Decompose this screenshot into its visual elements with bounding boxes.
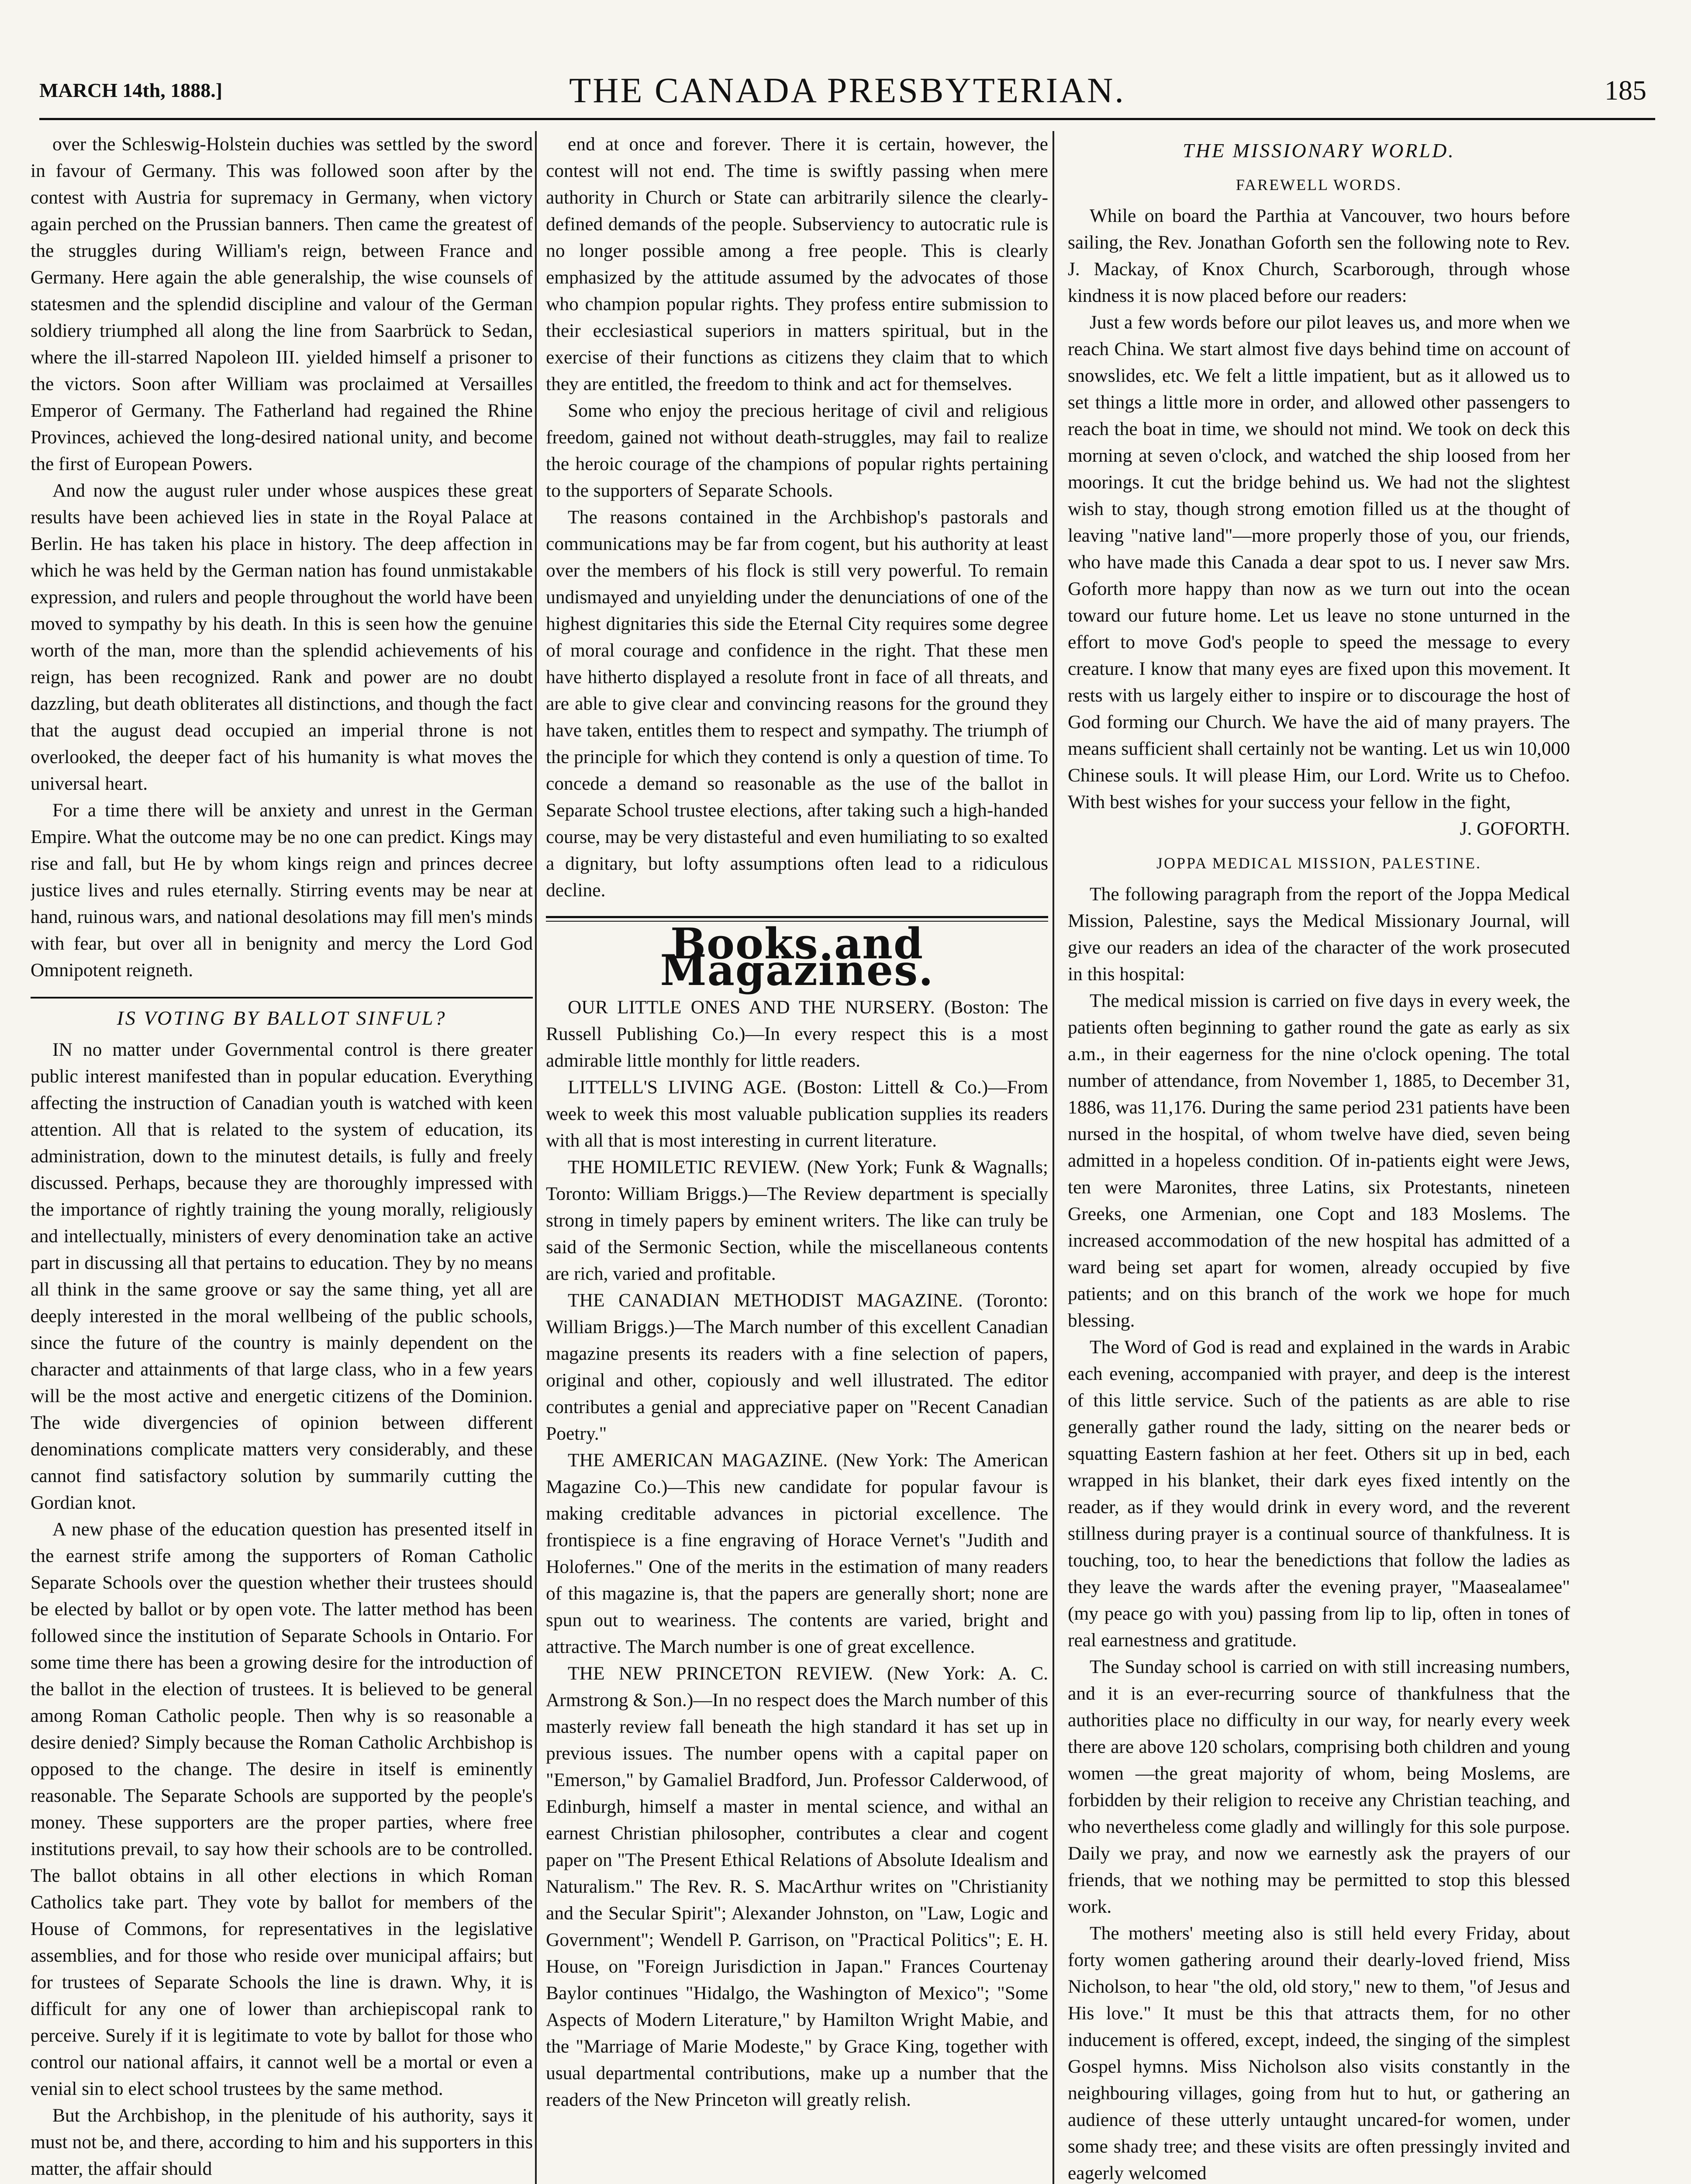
article-heading-ballot: IS VOTING BY BALLOT SINFUL? bbox=[117, 1007, 447, 1029]
article-paragraph: While on board the Parthia at Vancouver, two hours before sailing, the Rev. Jonathan Goforth sen the following note to Rev. J. Mackay, of Knox Church, Scarborough, through whose kindness it is now placed before our readers: bbox=[1068, 205, 1570, 306]
article-paragraph: Some who enjoy the precious heritage of civil and religious freedom, gained not without death-struggles, may fail to realize the heroic courage of the champions of popular rights pertaining to the supporters of Separate Schools. bbox=[546, 400, 1048, 501]
article-paragraph: And now the august ruler under whose auspices these great results have been achieved lies in state in the Royal Palace at Berlin. He has taken his place in history. The deep affection in which he was held by the German nation has found unmistakable expression, and rulers and people throughout the world have been moved to sympathy by his death. In this is seen how the genuine worth of the man, more than the splendid achievements of his reign, has been recognized. Rank and power are no doubt dazzling, but death obliterates all distinctions, and though the fact that the august dead occupied an imperial throne is not overlooked, the deeper fact of his humanity is what moves the universal heart. bbox=[31, 480, 533, 794]
column-middle bbox=[546, 131, 1048, 2184]
section-heading-missionary: THE MISSIONARY WORLD. bbox=[1183, 139, 1455, 162]
review-paragraph: LITTELL'S LIVING AGE. (Boston: Littell & Co.)—From week to week this most valuable publication supplies its readers with all that is most interesting in current literature. bbox=[546, 1077, 1048, 1151]
article-paragraph: But the Archbishop, in the plenitude of his authority, says it must not be, and there, according to him and his supporters in this matter, the affair should bbox=[31, 2105, 533, 2179]
column-divider bbox=[535, 131, 537, 2184]
section-divider bbox=[31, 997, 533, 999]
review-paragraph: THE HOMILETIC REVIEW. (New York; Funk & Wagnalls; Toronto: William Briggs.)—The Review department is specially strong in timely papers by eminent writers. The like can truly be said of the Sermonic Section, while the miscellaneous contents are rich, varied and profitable. bbox=[546, 1157, 1048, 1284]
letter-signature: J. GOFORTH. bbox=[1460, 818, 1570, 839]
issue-date: MARCH 14th, 1888.] bbox=[39, 79, 223, 101]
article-paragraph: over the Schleswig-Holstein duchies was settled by the sword in favour of Germany. This was followed soon after by the contest with Austria for supremacy in Germany, when victory again perched on the Prussian banners. Then came the greatest of the struggles during William's reign, between France and Germany. Here again the able generalship, the wise counsels of statesmen and the splendid discipline and valour of the German soldiery triumphed all along the line from Saarbrück to Sedan, where the ill-starred Napoleon III. yielded himself a prisoner to the victors. Soon after William was proclaimed at Versailles Emperor of Germany. The Fatherland had regained the Rhine Provinces, achieved the long-desired national unity, and become the first of European Powers. bbox=[31, 134, 533, 474]
page-number: 185 bbox=[1605, 75, 1646, 106]
article-paragraph: The Sunday school is carried on with still increasing numbers, and it is an ever-recurring source of thankfulness that the authorities place no difficulty in our way, for nearly every week there are above 120 scholars, comprising both children and young women —the great majority of whom, being Moslems, are forbidden by their religion to receive any Christian teaching, and who nevertheless come gladly and willingly for this sole purpose. Daily we pray, and now we earnestly ask the prayers of our friends, that we nothing may be permitted to stop this blessed work. bbox=[1068, 1656, 1570, 1917]
article-paragraph: end at once and forever. There it is certain, however, the contest will not end. The time is swiftly passing when mere authority in Church or State can arbitrarily silence the clearly-defined demands of the people. Subserviency to autocratic rule is no longer possible among a free people. This is clearly emphasized by the attitude assumed by the advocates of those who champion popular rights. They profess entire submission to their ecclesiastical superiors in matters spiritual, but in the exercise of their functions as citizens they claim that to which they are entitled, the freedom to think and act for themselves. bbox=[546, 134, 1048, 394]
article-paragraph: The reasons contained in the Archbishop's pastorals and communications may be far from cogent, but his authority at least over the members of his flock is still very powerful. To remain undismayed and unyielding under the denunciations of one of the highest dignitaries this side the Eternal City requires some degree of moral courage and confidence in the right. That these men have hitherto displayed a resolute front in face of all threats, and are able to give clear and convincing reasons for the ground they have taken, entitles them to respect and sympathy. The triumph of the principle for which they contend is only a question of time. To concede a demand so reasonable as the use of the ballot in Separate School trustee elections, after taking such a high-handed course, may be very distasteful and even humiliating to so exalted a dignitary, but lofty assumptions often lead to a ridiculous decline. bbox=[546, 507, 1048, 901]
article-paragraph: For a time there will be anxiety and unrest in the German Empire. What the outcome may be no one can predict. Kings may rise and fall, but He by whom kings reign and princes decree justice lives and rules eternally. Stirring events may be near at hand, ruinous wars, and national desolations may fill men's minds with fear, but over all in benignity and mercy the Lord God Omnipotent reigneth. bbox=[31, 800, 533, 981]
column-right bbox=[1068, 131, 1570, 2184]
review-paragraph: THE AMERICAN MAGAZINE. (New York: The American Magazine Co.)—This new candidate for popular favour is making creditable advances in pictorial excellence. The frontispiece is a fine engraving of Horace Vernet's "Judith and Holofernes." One of the merits in the estimation of many readers of this magazine is, that the papers are generally short; none are spun out to weariness. The contents are varied, bright and attractive. The March number is one of great excellence. bbox=[546, 1450, 1048, 1657]
article-paragraph: The following paragraph from the report of the Joppa Medical Mission, Palestine, says the Medical Missionary Journal, will give our readers an idea of the character of the work prosecuted in this hospital: bbox=[1068, 884, 1570, 985]
article-paragraph: IN no matter under Governmental control is there greater public interest manifested than in popular education. Everything affecting the instruction of Canadian youth is watched with keen attention. All that is related to the system of education, its administration, down to the minutest details, is fully and freely discussed. Perhaps, because they are thoroughly impressed with the importance of rightly training the young morally, religiously and intellectually, ministers of every denomination take an active part in discussing all that pertains to education. They by no means all think in the same groove or say the same thing, yet all are deeply interested in the moral wellbeing of the public schools, since the future of the country is mainly dependent on the character and attainments of that large class, who in a few years will be the most active and energetic citizens of the Dominion. The wide divergencies of opinion between different denominations complicate matters very considerably, and these cannot find satisfactory solution by summarily cutting the Gordian knot. bbox=[31, 1039, 533, 1513]
letter-paragraph: Just a few words before our pilot leaves us, and more when we reach China. We start almost five days behind time on account of snowslides, etc. We felt a little impatient, but as it allowed us to set things a little more in order, and allowed other passengers to reach the boat in time, we should not mind. We took on deck this morning at seven o'clock, and watched the ship loosed from her moorings. It cut the bridge behind us. We had not the slightest wish to stay, though strong emotion filled us at the thought of leaving "native land"—more properly those of you, our friends, who have made this Canada a dear spot to us. I never saw Mrs. Goforth more happy than now as we turn out into the ocean toward our future home. Let us leave no stone unturned in the effort to move God's people to speed the message to every creature. I know that many eyes are fixed upon this movement. It rests with us largely either to inspire or to discourage the host of God forming our Church. We have the aid of many prayers. The means sufficient shall certainly not be wanting. Let us win 10,000 Chinese souls. It will please Him, our Lord. Write us to Chefoo. With best wishes for your success your fellow in the fight, bbox=[1068, 312, 1570, 812]
review-paragraph: OUR LITTLE ONES AND THE NURSERY. (Boston: The Russell Publishing Co.)—In every respect this is a most admirable little monthly for little readers. bbox=[546, 997, 1048, 1071]
newspaper-title: THE CANADA PRESBYTERIAN. bbox=[569, 70, 1125, 110]
article-paragraph: The Word of God is read and explained in the wards in Arabic each evening, accompanied with prayer, and deep is the interest of this little service. Such of the patients as are able to rise generally gather round the lady, sitting on the nearer beds or squatting Eastern fashion at her feet. Others sit up in bed, each wrapped in his blanket, their dark eyes fixed intently on the reader, as if they would drink in every word, and the reverent stillness during prayer is a continual source of thankfulness. It is touching, too, to hear the benedictions that follow the ladies as they leave the wards after the evening prayer, "Maasealamee" (my peace go with you) passing from lip to lip, often in tones of real earnestness and gratitude. bbox=[1068, 1337, 1570, 1651]
letter-signature-line bbox=[1068, 816, 1570, 842]
review-paragraph: THE NEW PRINCETON REVIEW. (New York: A. C. Armstrong & Son.)—In no respect does the March number of this masterly review fall beneath the high standard it has set up in previous issues. The number opens with a capital paper on "Emerson," by Gamaliel Bradford, Jun. Professor Calderwood, of Edinburgh, himself a master in mental science, and withal an earnest Christian philosopher, contributes a clear and cogent paper on "The Present Ethical Relations of Absolute Idealism and Naturalism." The Rev. R. S. MacArthur writes on "Christianity and the Secular Spirit"; Alexander Johnston, on "Law, Logic and Government"; Wendell P. Garrison, on "Practical Politics"; E. H. House, on "Foreign Jurisdiction in Japan." Frances Courtenay Baylor continues "Hidalgo, the Washington of Mexico"; "Some Aspects of Modern Literature," by Hamilton Wright Mabie, and the "Marriage of Marie Modeste," by Grace King, together with usual departmental contributions, make up a number that the readers of the New Princeton will greatly relish. bbox=[546, 1663, 1048, 2110]
subheading-farewell: FAREWELL WORDS. bbox=[1235, 176, 1402, 194]
article-paragraph: The medical mission is carried on five days in every week, the patients often beginning to gather round the gate as early as six a.m., in their eagerness for the nine o'clock opening. The total number of attendance, from November 1, 1885, to December 31, 1886, was 11,176. During the same period 231 patients have been nursed in the hospital, of whom twelve have died, seven being admitted in a hopeless condition. Of in-patients eight were Jews, ten were Maronites, three Latins, six Protestants, nineteen Greeks, one Armenian, one Copt and 183 Moslems. The increased accommodation of the new hospital has admitted of a ward being set apart for women, already occupied by five patients; and on this branch of the work we hope for much blessing. bbox=[1068, 990, 1570, 1331]
subheading-joppa: JOPPA MEDICAL MISSION, PALESTINE. bbox=[1156, 854, 1482, 872]
article-paragraph: A new phase of the education question has presented itself in the earnest strife among the supporters of Roman Catholic Separate Schools over the question whether their trustees should be elected by ballot or by open vote. The latter method has been followed since the institution of Separate Schools in Ontario. For some time there has been a growing desire for the introduction of the ballot in the election of trustees. It is believed to be general among Roman Catholic people. Then why is so reasonable a desire denied? Simply because the Roman Catholic Archbishop is opposed to the change. The desire in itself is eminently reasonable. The Separate Schools are supported by the people's money. These supporters are the proper parties, where free institutions prevail, to say how their schools are to be controlled. The ballot obtains in all other elections in which Roman Catholics take part. They vote by ballot for members of the House of Commons, for representatives in the legislative assemblies, and for those who reside over municipal affairs; but for trustees of Separate Schools the line is drawn. Why, it is difficult for any one of lower than archiepiscopal rank to perceive. Surely if it is legitimate to vote by ballot for those who control our national affairs, it cannot well be a mortal or even a venial sin to elect school trustees by the same method. bbox=[31, 1519, 533, 2099]
section-heading-books: Books and Magazines. bbox=[660, 919, 934, 995]
column-left bbox=[31, 131, 533, 2184]
masthead bbox=[39, 66, 1655, 120]
column-divider bbox=[1053, 131, 1054, 2184]
review-paragraph: THE CANADIAN METHODIST MAGAZINE. (Toronto: William Briggs.)—The March number of this excellent Canadian magazine presents its readers with a fine selection of papers, original and other, copiously and well illustrated. The editor contributes a genial and appreciative paper on "Recent Canadian Poetry." bbox=[546, 1290, 1048, 1444]
article-paragraph: The mothers' meeting also is still held every Friday, about forty women gathering around their dearly-loved friend, Miss Nicholson, to hear "the old, old story," new to them, "of Jesus and His love." It must be this that attracts them, for no other inducement is offered, except, indeed, the singing of the simplest Gospel hymns. Miss Nicholson also visits constantly in the neighbouring villages, going from hut to hut, or gathering an audience of these utterly untaught uncared-for women, under some shady tree; and these visits are often pressingly invited and eagerly welcomed bbox=[1068, 1923, 1570, 2184]
